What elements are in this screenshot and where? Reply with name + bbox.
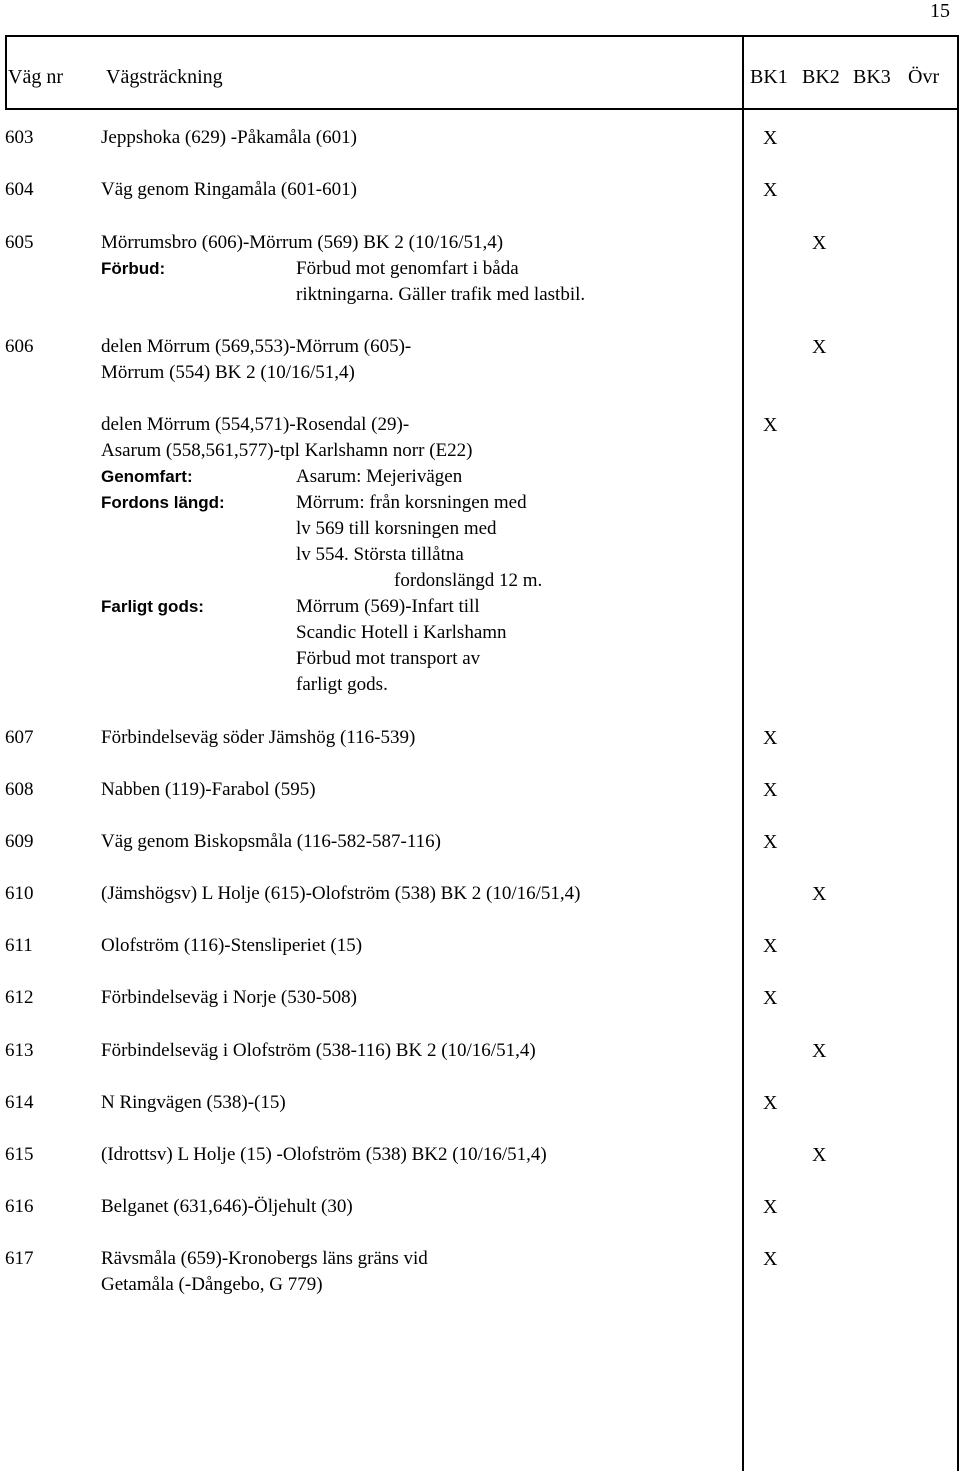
road-stretch: Förbindelseväg i Norje (530-508)	[101, 987, 357, 1008]
note-label: Fordons längd:	[101, 493, 225, 512]
header-bk1: BK1	[750, 66, 788, 88]
note-text: Scandic Hotell i Karlshamn	[296, 622, 507, 643]
road-number: 616	[5, 1196, 34, 1217]
road-number: 613	[5, 1040, 34, 1061]
bk1-mark: X	[763, 727, 778, 749]
frame-top-border	[5, 35, 959, 37]
road-stretch: Olofström (116)-Stensliperiet (15)	[101, 935, 363, 956]
road-stretch: N Ringvägen (538)-(15)	[101, 1092, 286, 1113]
bk1-mark: X	[763, 987, 778, 1009]
note-text: Mörrum: från korsningen med	[296, 492, 527, 513]
road-stretch: Rävsmåla (659)-Kronobergs läns gräns vid	[101, 1248, 428, 1269]
bk1-mark: X	[763, 1248, 778, 1270]
note-text: Förbud mot transport av	[296, 648, 481, 669]
road-number: 612	[5, 987, 34, 1008]
column-divider-bk1	[742, 35, 744, 1471]
road-stretch: Belganet (631,646)-Öljehult (30)	[101, 1196, 353, 1217]
road-stretch: Väg genom Ringamåla (601-601)	[101, 179, 357, 200]
bk2-mark: X	[812, 1144, 827, 1166]
header-bk2: BK2	[802, 66, 840, 88]
note-text: Mörrum (569)-Infart till	[296, 596, 480, 617]
note-label: Genomfart:	[101, 467, 193, 486]
frame-left-border	[5, 35, 7, 109]
bk1-mark: X	[763, 935, 778, 957]
road-stretch: (Jämshögsv) L Holje (615)-Olofström (538) BK 2 (10/16/51,4)	[101, 883, 581, 904]
frame-right-border	[957, 35, 959, 1471]
header-other: Övr	[908, 66, 940, 88]
note-text: Asarum: Mejerivägen	[296, 466, 463, 487]
bk1-mark: X	[763, 1196, 778, 1218]
road-number: 604	[5, 179, 34, 200]
header-bk3: BK3	[853, 66, 891, 88]
road-stretch: Mörrumsbro (606)-Mörrum (569) BK 2 (10/16/51,4)	[101, 232, 504, 253]
road-number: 603	[5, 127, 34, 148]
header-road-number: Väg nr	[8, 66, 63, 88]
bk2-mark: X	[812, 883, 827, 905]
bk2-mark: X	[812, 232, 827, 254]
road-stretch: delen Mörrum (569,553)-Mörrum (605)-	[101, 336, 412, 357]
bk1-mark: X	[763, 1092, 778, 1114]
bk1-mark: X	[763, 831, 778, 853]
note-label: Förbud:	[101, 259, 166, 278]
bk1-mark: X	[763, 779, 778, 801]
bk1-mark: X	[763, 179, 778, 201]
road-stretch: Asarum (558,561,577)-tpl Karlshamn norr (E22)	[101, 440, 473, 461]
road-stretch: Väg genom Biskopsmåla (116-582-587-116)	[101, 831, 442, 852]
road-stretch: delen Mörrum (554,571)-Rosendal (29)-	[101, 414, 410, 435]
note-text: farligt gods.	[296, 674, 388, 695]
note-label: Farligt gods:	[101, 597, 204, 616]
road-stretch: Förbindelseväg i Olofström (538-116) BK 2 (10/16/51,4)	[101, 1040, 536, 1061]
bk2-mark: X	[812, 1040, 827, 1062]
note-text: fordonslängd 12 m.	[394, 570, 543, 591]
bk1-mark: X	[763, 414, 778, 436]
road-stretch: Getamåla (-Dångebo, G 779)	[101, 1274, 323, 1295]
note-text: Förbud mot genomfart i båda	[296, 258, 519, 279]
road-number: 615	[5, 1144, 34, 1165]
road-number: 617	[5, 1248, 34, 1269]
road-stretch: Nabben (119)-Farabol (595)	[101, 779, 316, 800]
road-number: 609	[5, 831, 34, 852]
page-number: 15	[930, 0, 950, 22]
note-text: lv 569 till korsningen med	[296, 518, 497, 539]
bk1-mark: X	[763, 127, 778, 149]
road-stretch: Jeppshoka (629) -Påkamåla (601)	[101, 127, 357, 148]
road-number: 605	[5, 232, 34, 253]
note-text: lv 554. Största tillåtna	[296, 544, 464, 565]
road-number: 614	[5, 1092, 34, 1113]
road-number: 607	[5, 727, 34, 748]
header-road-stretch: Vägsträckning	[106, 66, 223, 88]
road-stretch: Mörrum (554) BK 2 (10/16/51,4)	[101, 362, 355, 383]
bk2-mark: X	[812, 336, 827, 358]
road-number: 608	[5, 779, 34, 800]
road-stretch: (Idrottsv) L Holje (15) -Olofström (538) BK2 (10/16/51,4)	[101, 1144, 547, 1165]
road-stretch: Förbindelseväg söder Jämshög (116-539)	[101, 727, 416, 748]
road-number: 610	[5, 883, 34, 904]
road-number: 606	[5, 336, 34, 357]
header-bottom-border	[5, 108, 959, 110]
road-number: 611	[5, 935, 33, 956]
note-text: riktningarna. Gäller trafik med lastbil.	[296, 284, 586, 305]
